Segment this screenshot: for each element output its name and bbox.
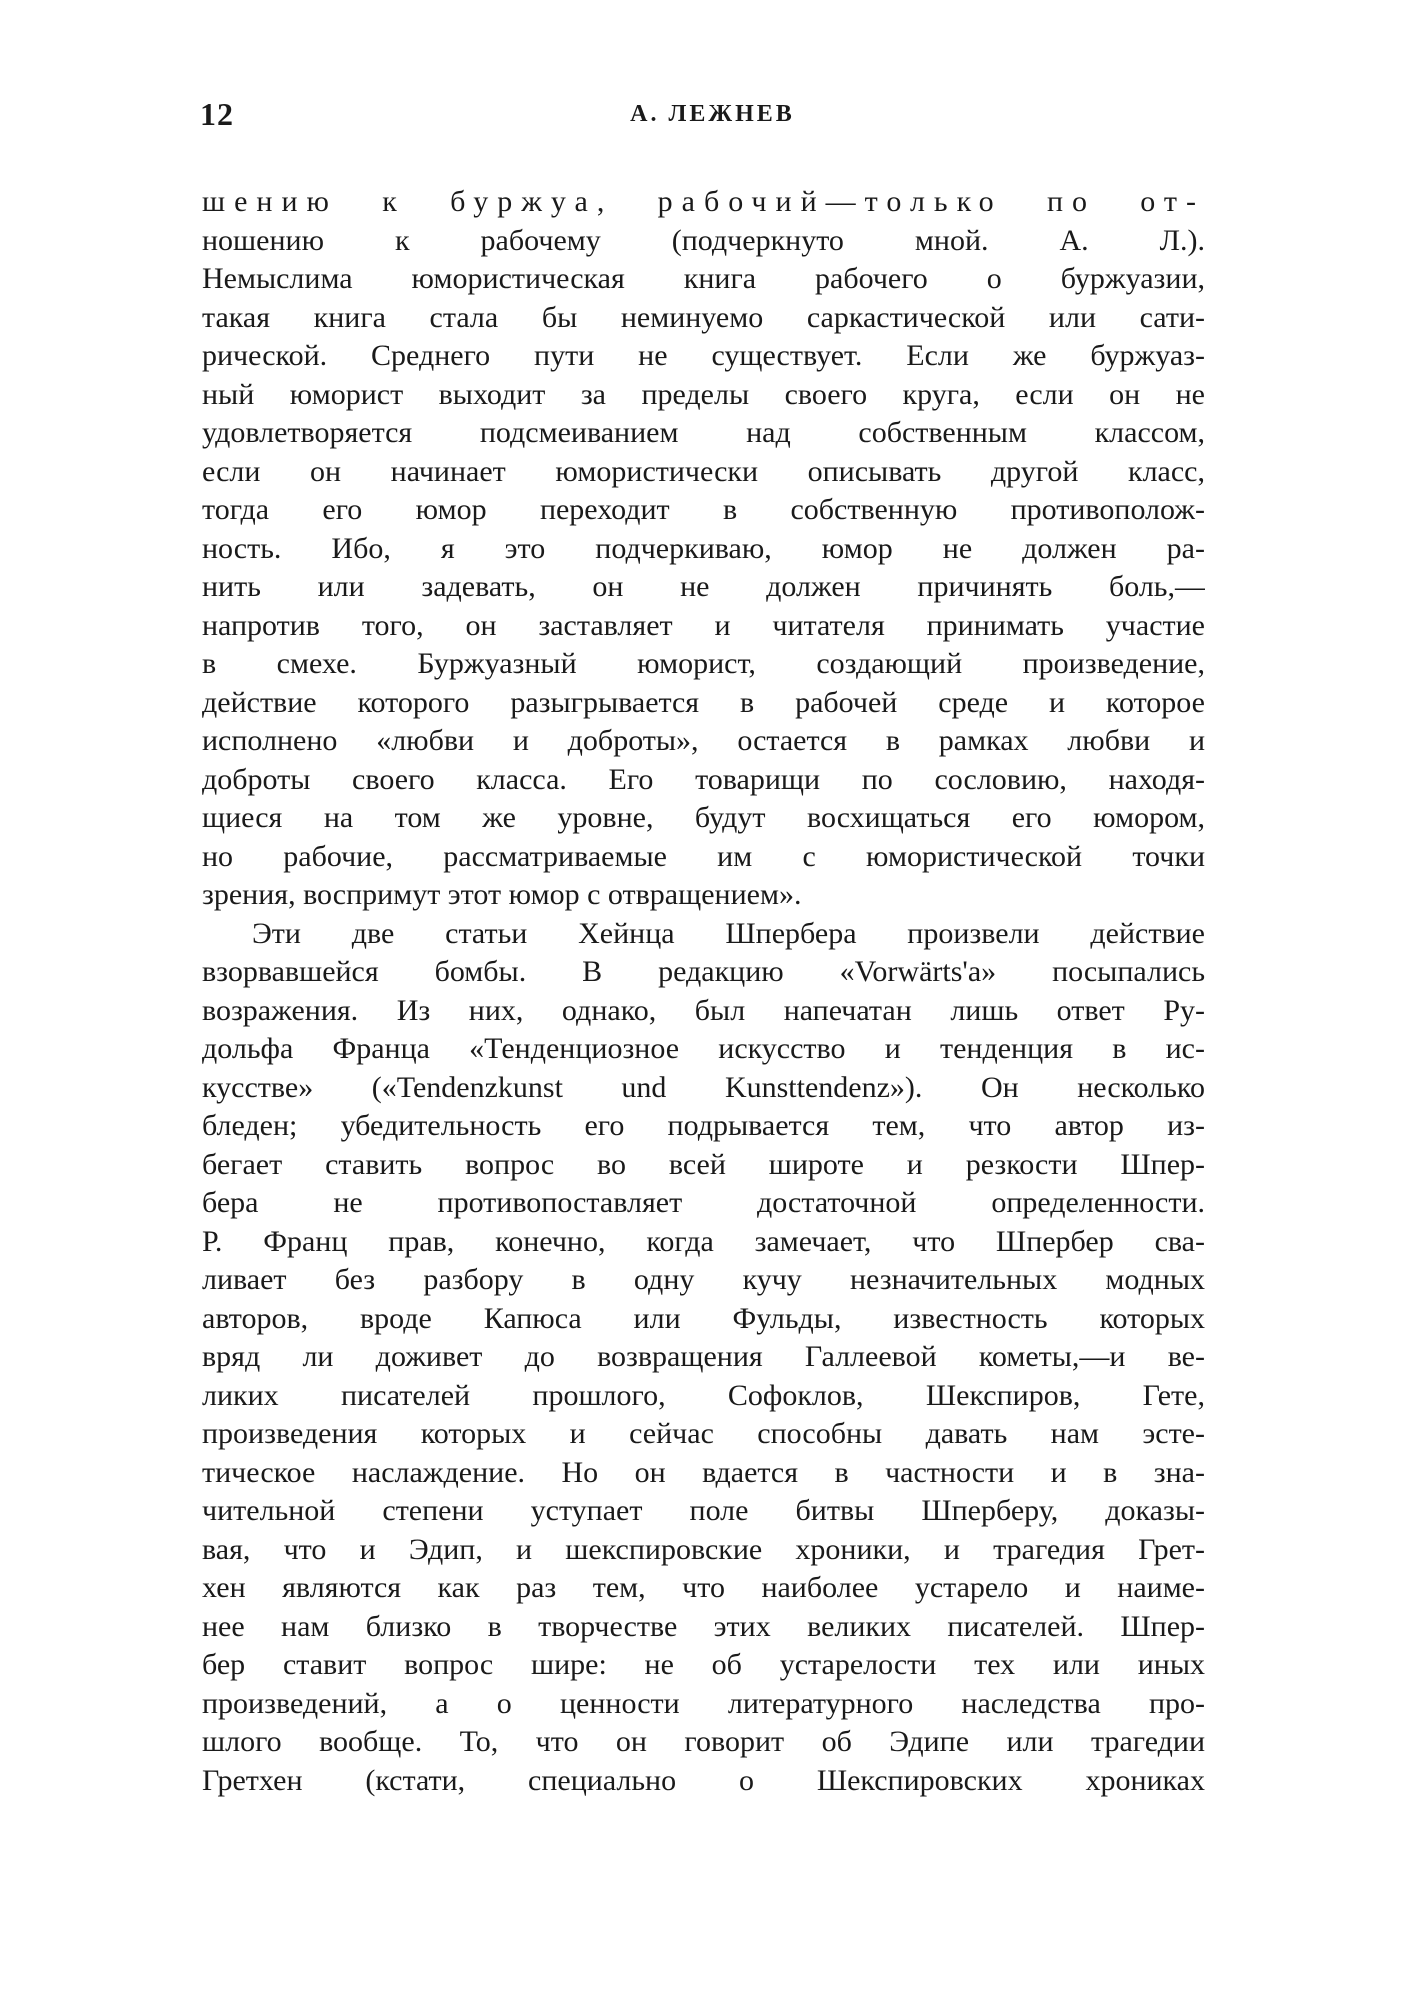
text-line: такая книга стала бы неминуемо саркастической или сати- [202, 300, 1205, 334]
text-line: Р. Франц прав, конечно, когда замечает, что Шпербер сва- [202, 1224, 1205, 1258]
text-line: удовлетворяется подсмеиванием над собственным классом, [202, 416, 1205, 449]
body-text [202, 183, 1205, 1800]
text-line: щиеся на том же уровне, будут восхищаться его юмором, [202, 801, 1205, 834]
text-line: бледен; убедительность его подрывается тем, что автор из- [202, 1109, 1205, 1142]
text-line: произведения которых и сейчас способны давать нам эсте- [202, 1417, 1205, 1450]
text-line: чительной степени уступает поле битвы Шперберу, доказы- [202, 1494, 1205, 1527]
text-line: исполнено «любви и доброты», остается в рамках любви и [202, 724, 1205, 757]
text-line: авторов, вроде Капюса или Фульды, известность которых [202, 1301, 1205, 1335]
text-line: вая, что и Эдип, и шекспировские хроники, и трагедия Грет- [202, 1532, 1205, 1566]
text-line: если он начинает юмористически описывать другой класс, [202, 454, 1205, 488]
text-line: вряд ли доживет до возвращения Галлеевой кометы,—и ве- [202, 1340, 1205, 1373]
page-number: 12 [200, 96, 234, 132]
text-line: нее нам близко в творчестве этих великих писателей. Шпер- [202, 1609, 1205, 1643]
text-line: зрения, воспримут этот юмор с отвращением». [202, 878, 802, 911]
text-line: тогда его юмор переходит в собственную противополож- [202, 493, 1205, 526]
text-line: шению к буржуа, рабочий—только по от- [202, 185, 1205, 218]
text-line: ность. Ибо, я это подчеркиваю, юмор не должен ра- [202, 531, 1205, 565]
text-line: в смехе. Буржуазный юморист, создающий произведение, [202, 647, 1205, 680]
text-line: возражения. Из них, однако, был напечатан лишь ответ Ру- [202, 993, 1205, 1027]
text-line: напротив того, он заставляет и читателя принимать участие [202, 608, 1205, 642]
page-header [200, 94, 1205, 134]
text-line: ный юморист выходит за пределы своего круга, если он не [202, 377, 1205, 411]
text-line: Гретхен (кстати, специально о Шекспировских хрониках [202, 1763, 1205, 1797]
text-line: бегает ставить вопрос во всей широте и резкости Шпер- [202, 1147, 1205, 1181]
text-line: ликих писателей прошлого, Софоклов, Шекспиров, Гете, [202, 1378, 1205, 1412]
text-line: бера не противопоставляет достаточной определенности. [202, 1186, 1205, 1219]
running-head: А. ЛЕЖНЕВ [630, 101, 795, 127]
text-line: дольфа Франца «Тенденциозное искусство и тенденция в ис- [202, 1032, 1205, 1065]
text-line: рической. Среднего пути не существует. Если же буржуаз- [202, 339, 1205, 372]
text-line: нить или задевать, он не должен причинять боль,— [202, 570, 1205, 603]
text-line: Эти две статьи Хейнца Шпербера произвели действие [252, 916, 1205, 950]
text-line: бер ставит вопрос шире: не об устарелости тех или иных [202, 1648, 1205, 1681]
text-line: шлого вообще. То, что он говорит об Эдипе или трагедии [202, 1725, 1205, 1758]
text-line: хен являются как раз тем, что наиболее устарело и наиме- [202, 1571, 1205, 1604]
text-line: доброты своего класса. Его товарищи по сословию, находя- [202, 762, 1205, 796]
text-line: но рабочие, рассматриваемые им с юмористической точки [202, 839, 1205, 873]
text-line: тическое наслаждение. Но он вдается в частности и в зна- [202, 1455, 1205, 1489]
text-line: Немыслима юмористическая книга рабочего о буржуазии, [202, 262, 1205, 295]
text-line: взорвавшейся бомбы. В редакцию «Vorwärts'a» посыпались [202, 955, 1205, 988]
text-line: произведений, а о ценности литературного наследства про- [202, 1686, 1205, 1720]
text-line: ливает без разбору в одну кучу незначительных модных [202, 1263, 1205, 1296]
text-line: ношению к рабочему (подчеркнуто мной. А. Л.). [202, 223, 1205, 257]
text-line: действие которого разыгрывается в рабочей среде и которое [202, 685, 1205, 719]
text-line: кусстве» («Tendenzkunst und Kunsttendenz»). Он несколько [202, 1070, 1205, 1104]
